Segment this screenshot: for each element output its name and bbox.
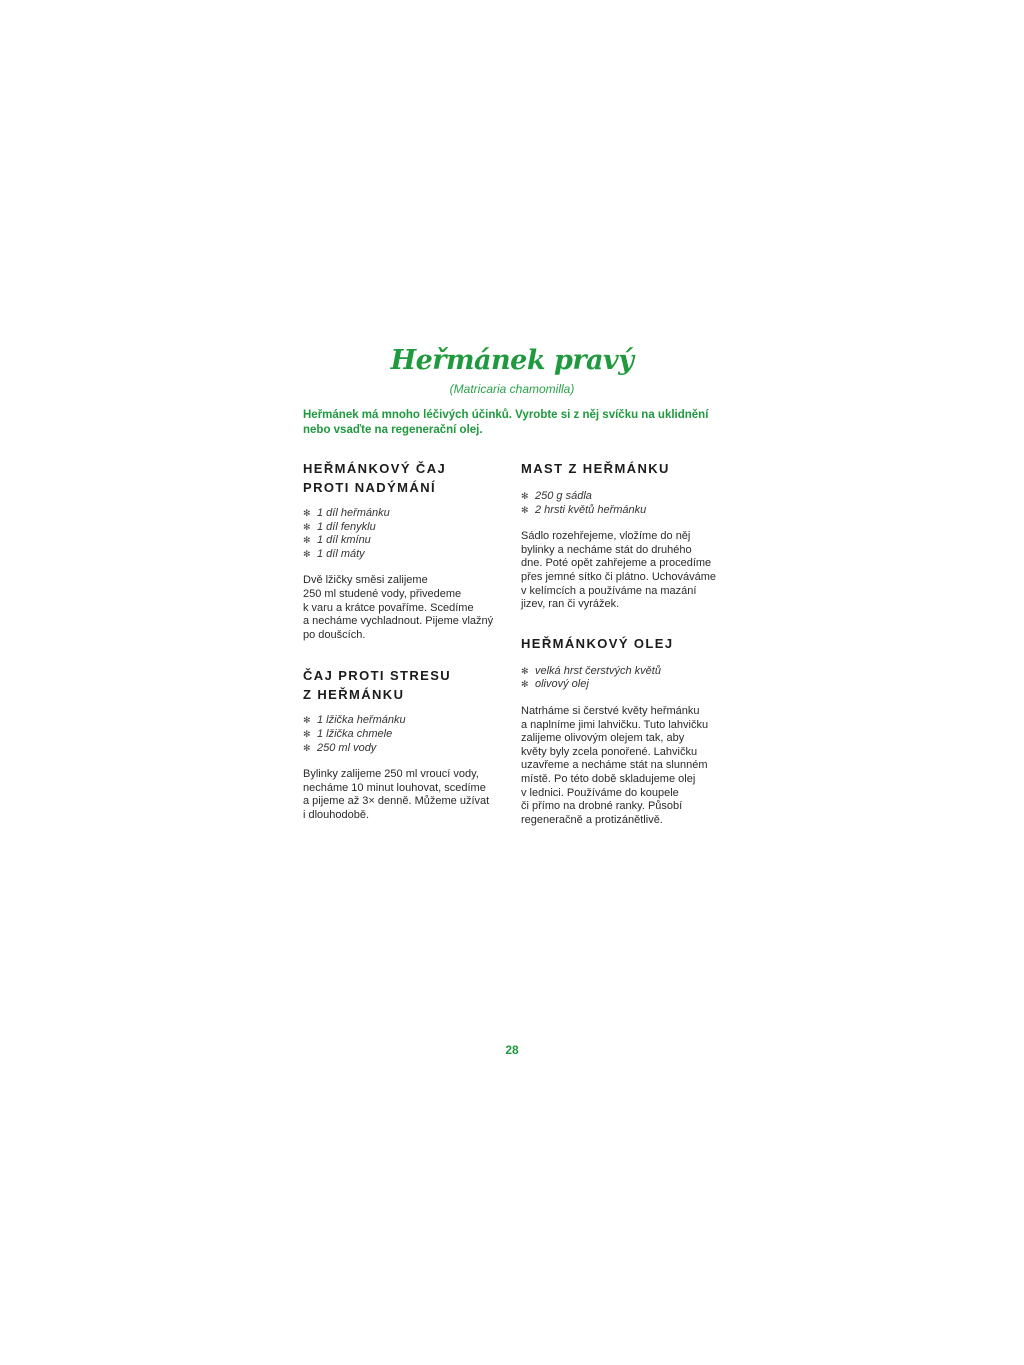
bullet-icon: ✻ (521, 491, 529, 501)
heading-line: HEŘMÁNKOVÝ ČAJ (303, 461, 447, 476)
recipe-instructions: Bylinky zalijeme 250 ml vroucí vody, necháme 10 minut louhovat, scedíme a pijeme až 3× denně. Můžeme užívat i dlouhodobě. (303, 768, 490, 821)
ingredient-item: ✻ 1 lžička heřmánku (303, 714, 406, 727)
ingredient-list (303, 507, 508, 561)
recipe-tea-bloating (303, 459, 508, 642)
bullet-icon: ✻ (521, 679, 529, 690)
heading-line: PROTI NADÝMÁNÍ (303, 480, 436, 495)
ingredient-item: ✻ velká hrst čerstvých květů (521, 664, 661, 677)
recipe-ointment (521, 459, 726, 612)
recipe-heading (521, 634, 726, 653)
page-number: 28 (505, 1043, 519, 1057)
recipe-tea-stress (303, 666, 508, 822)
bullet-icon: ✻ (303, 548, 311, 559)
recipe-heading (303, 666, 508, 704)
left-column (303, 459, 508, 823)
ingredient-list (303, 714, 508, 755)
ingredient-item: ✻ 250 ml vody (303, 741, 377, 754)
bullet-icon: ✻ (303, 715, 311, 726)
ingredient-item: ✻ 1 díl fenyklu (303, 520, 376, 533)
recipe-instructions: Dvě lžičky směsi zalijeme 250 ml studené vody, přivedeme k varu a krátce povaříme. Scedíme a necháme vychladnout. Pijeme vlažný po doušcích. (303, 574, 494, 641)
heading-line: HEŘMÁNKOVÝ OLEJ (521, 635, 674, 651)
bullet-icon: ✻ (303, 742, 311, 753)
latin-name: (Matricaria chamomilla) (449, 382, 575, 396)
heading-line: ČAJ PROTI STRESU (303, 668, 452, 684)
ingredient-list (521, 490, 726, 517)
recipe-instructions: Sádlo rozehřejeme, vložíme do něj bylinky a necháme stát do druhého dne. Poté opět zahřejeme a procedíme přes jemné sítko či plátno. Uchováváme v kelímcích a používáme na mazání jizev, ran či vyrážek. (521, 530, 717, 611)
ingredient-item: ✻ olivový olej (521, 678, 589, 691)
bullet-icon: ✻ (521, 665, 529, 676)
ingredient-item: ✻ 1 lžička chmele (303, 727, 393, 740)
recipe-oil (521, 634, 726, 828)
heading-line: Z HEŘMÁNKU (303, 687, 405, 703)
bullet-icon: ✻ (521, 504, 529, 515)
recipe-heading (521, 459, 726, 478)
intro-paragraph: Heřmánek má mnoho léčivých účinků. Vyrobte si z něj svíčku na uklidnění nebo vsaďte na regenerační olej. (303, 409, 709, 436)
bullet-icon: ✻ (303, 521, 311, 532)
ingredient-item: ✻ 1 díl máty (303, 547, 365, 560)
ingredient-item: ✻ 1 díl kmínu (303, 534, 371, 547)
ingredient-item: ✻ 1 díl heřmánku (303, 507, 390, 519)
ingredient-list (521, 665, 726, 692)
ingredient-item: ✻ 250 g sádla (521, 490, 592, 502)
heading-line: MAST Z HEŘMÁNKU (521, 461, 670, 476)
bullet-icon: ✻ (303, 535, 311, 546)
recipe-instructions: Natrháme si čerstvé květy heřmánku a naplníme jimi lahvičku. Tuto lahvičku zalijeme olivovým olejem tak, aby květy byly zcela ponořené. Lahvičku uzavřeme a necháme stát na slunném místě. Po této době skladujeme olej v lednici. Používáme do koupele či přímo na drobné ranky. Působí regeneračně a protizánětlivě. (521, 704, 709, 826)
page-title: Heřmánek pravý (390, 345, 634, 376)
right-column (521, 459, 726, 827)
bullet-icon: ✻ (303, 508, 311, 518)
recipe-heading (303, 459, 508, 497)
bullet-icon: ✻ (303, 728, 311, 739)
ingredient-item: ✻ 2 hrsti květů heřmánku (521, 503, 647, 516)
